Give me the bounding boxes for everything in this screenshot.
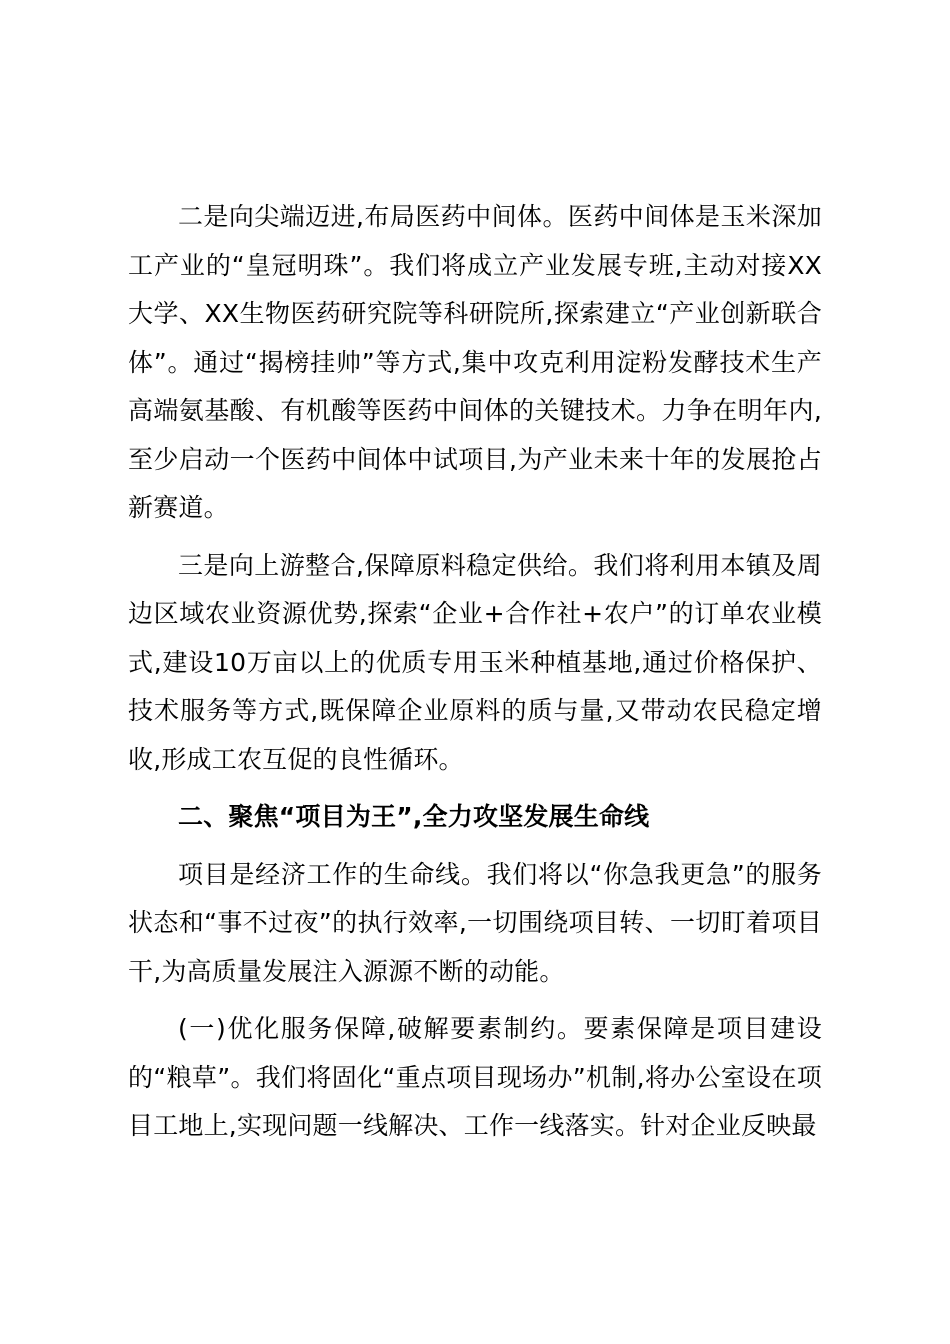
document-body	[128, 193, 822, 1151]
paragraph-project-lifeline: 项目是经济工作的生命线。我们将以“你急我更急”的服务状态和“事不过夜”的执行效率,一切围绕项目转、一切盯着项目干,为高质量发展注入源源不断的动能。	[128, 859, 822, 986]
section-heading-projects: 二、聚焦“项目为王”,全力攻坚发展生命线	[178, 802, 650, 831]
paragraph-upgrade-pharma-intermediates: 二是向尖端迈进,布局医药中间体。医药中间体是玉米深加工产业的“皇冠明珠”。我们将成立产业发展专班,主动对接XX大学、XX生物医药研究院等科研院所,探索建立“产业创新联合体”。通过“揭榜挂帅”等方式,集中攻克利用淀粉发酵技术生产高端氨基酸、有机酸等医药中间体的关键技术。力争在明年内,至少启动一个医药中间体中试项目,为产业未来十年的发展抢占新赛道。	[128, 202, 822, 522]
paragraph-upstream-integration: 三是向上游整合,保障原料稳定供给。我们将利用本镇及周边区域农业资源优势,探索“企业+合作社+农户”的订单农业模式,建设10万亩以上的优质专用玉米种植基地,通过价格保护、技术服务等方式,既保障企业原料的质与量,又带动农民稳定增收,形成工农互促的良性循环。	[128, 550, 822, 774]
paragraph-service-guarantee: (一)优化服务保障,破解要素制约。要素保障是项目建设的“粮草”。我们将固化“重点项目现场办”机制,将办公室设在项目工地上,实现问题一线解决、工作一线落实。针对企业反映最	[128, 1014, 822, 1140]
